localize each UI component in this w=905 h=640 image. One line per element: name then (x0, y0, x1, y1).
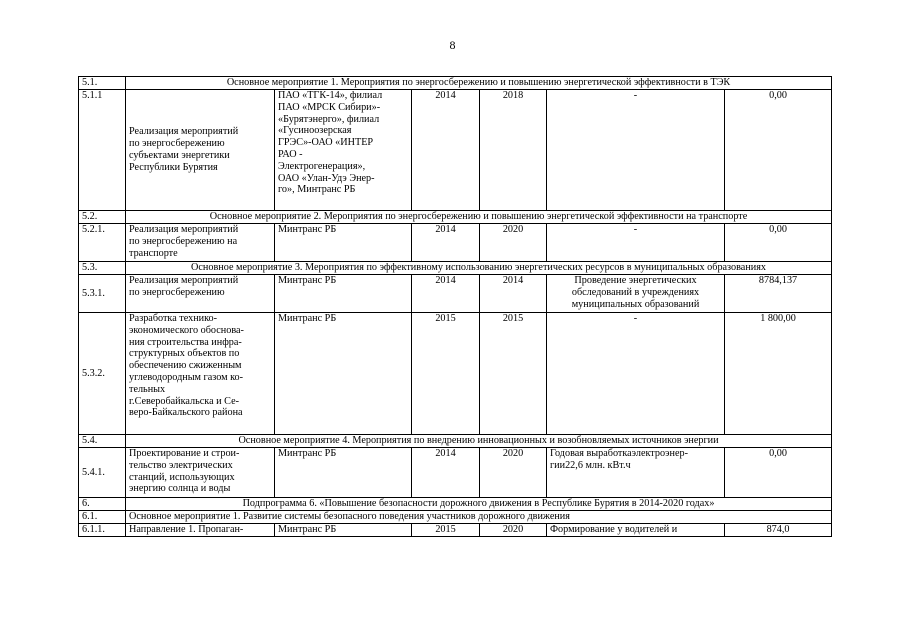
subprogram-title: Подпрограмма 6. «Повышение безопасности дорожного движения в Республике Бурятия в 2014-2020 годах» (126, 498, 832, 511)
expected-result: - (547, 313, 725, 435)
row-code: 5.3. (79, 262, 126, 275)
table-row-section (79, 435, 832, 448)
row-code: 6.1. (79, 511, 126, 524)
table-row (79, 524, 832, 537)
row-code: 5.3.2. (79, 313, 126, 435)
section-title: Основное мероприятие 2. Мероприятия по энергосбережению и повышению энергетической эффективности на транспорте (126, 211, 832, 224)
executor: Минтранс РБ (275, 524, 412, 537)
end-year: 2015 (480, 313, 547, 435)
end-year: 2020 (480, 524, 547, 537)
table-row-section (79, 77, 832, 90)
section-title: Основное мероприятие 3. Мероприятия по эффективному использованию энергетических ресурсов в муниципальных образованиях (126, 262, 832, 275)
table-row (79, 224, 832, 262)
end-year: 2020 (480, 448, 547, 498)
table-row (79, 448, 832, 498)
row-code: 6.1.1. (79, 524, 126, 537)
table-row (79, 90, 832, 211)
amount: 874,0 (725, 524, 832, 537)
executor: Минтранс РБ (275, 224, 412, 262)
row-code: 5.4.1. (79, 448, 126, 498)
start-year: 2014 (412, 90, 480, 211)
row-code: 6. (79, 498, 126, 511)
row-code: 5.1. (79, 77, 126, 90)
end-year: 2018 (480, 90, 547, 211)
executor: Минтранс РБ (275, 313, 412, 435)
table-row-section (79, 511, 832, 524)
measure-name: Направление 1. Пропаган- (126, 524, 275, 537)
executor: Минтранс РБ (275, 448, 412, 498)
section-title: Основное мероприятие 4. Мероприятия по внедрению инновационных и возобновляемых источников энергии (126, 435, 832, 448)
measure-name: Реализация мероприятий по энергосбережению субъектами энергетики Республики Бурятия (126, 90, 275, 211)
section-title: Основное мероприятие 1. Мероприятия по энергосбережению и повышению энергетической эффективности в ТЭК (126, 77, 832, 90)
amount: 1 800,00 (725, 313, 832, 435)
row-code: 5.3.1. (79, 275, 126, 313)
end-year: 2014 (480, 275, 547, 313)
measure-name: Проектирование и строи- тельство электрических станций, использующих энергию солнца и воды (126, 448, 275, 498)
start-year: 2014 (412, 224, 480, 262)
expected-result: Годовая выработкаэлектроэнер- гии22,6 млн. кВт.ч (547, 448, 725, 498)
expected-result: - (547, 224, 725, 262)
expected-result: Проведение энергетических обследований в учреждениях муниципальных образований (547, 275, 725, 313)
table-row-section (79, 211, 832, 224)
row-code: 5.4. (79, 435, 126, 448)
amount: 8784,137 (725, 275, 832, 313)
measure-name: Разработка технико- экономического обоснова- ния строительства инфра- структурных объектов по обеспечению сжиженным углеводородным газом ко- тельных г.Северобайкальска и Се- веро-Байкальского района (126, 313, 275, 435)
start-year: 2014 (412, 275, 480, 313)
end-year: 2020 (480, 224, 547, 262)
measure-name: Реализация мероприятий по энергосбережению (126, 275, 275, 313)
start-year: 2015 (412, 524, 480, 537)
measure-name: Реализация мероприятий по энергосбережению на транспорте (126, 224, 275, 262)
row-code: 5.2. (79, 211, 126, 224)
table-row (79, 313, 832, 435)
amount: 0,00 (725, 224, 832, 262)
row-code: 5.1.1 (79, 90, 126, 211)
section-title: Основное мероприятие 1. Развитие системы безопасного поведения участников дорожного движения (126, 511, 832, 524)
executor: Минтранс РБ (275, 275, 412, 313)
start-year: 2015 (412, 313, 480, 435)
amount: 0,00 (725, 448, 832, 498)
start-year: 2014 (412, 448, 480, 498)
table-row-section (79, 262, 832, 275)
measures-table (78, 76, 832, 537)
amount: 0,00 (725, 90, 832, 211)
executor: ПАО «ТГК-14», филиал ПАО «МРСК Сибири»- «Бурятэнерго», филиал «Гусиноозерская ГРЭС»-ОАО «ИНТЕР РАО - Электрогенерация», ОАО «Улан-Удэ Энер- го», Минтранс РБ (275, 90, 412, 211)
table-row-subprogram (79, 498, 832, 511)
page-number: 8 (449, 38, 456, 52)
expected-result: - (547, 90, 725, 211)
row-code: 5.2.1. (79, 224, 126, 262)
expected-result: Формирование у водителей и (547, 524, 725, 537)
table-row (79, 275, 832, 313)
